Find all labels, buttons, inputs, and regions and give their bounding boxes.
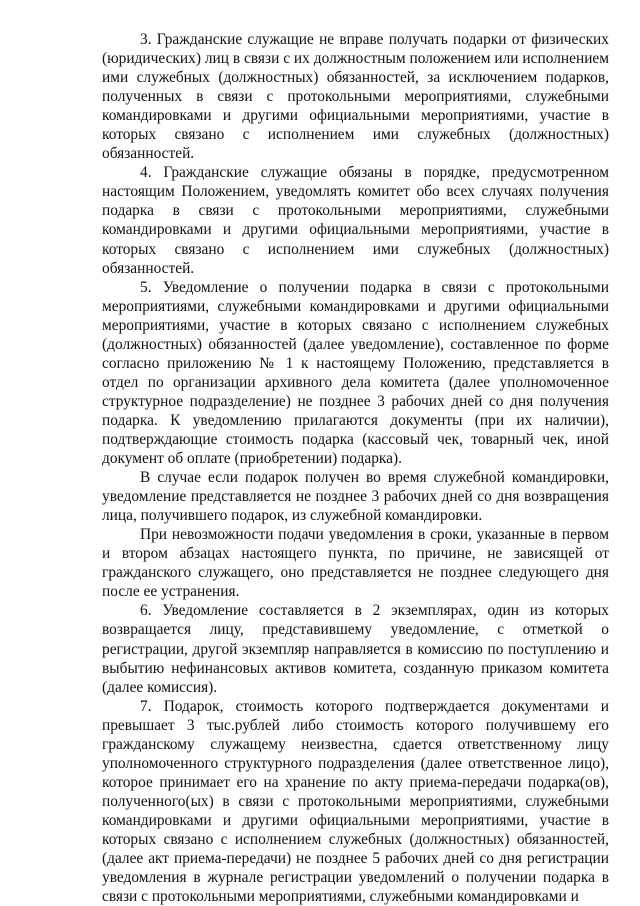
document-page [102, 30, 609, 906]
paragraph-item-5-business-trip: В случае если подарок получен во время служебной командировки, уведомление представляется не позднее 3 рабочих дней со дня возвращения лица, получившего подарок, из служебной командировки. [102, 469, 609, 525]
paragraph-item-3: 3. Гражданские служащие не вправе получать подарки от физических (юридических) лиц в связи с их должностным положением или исполнением ими служебных (должностных) обязанностей, за исключением подарков, полученных в связи с протокольными мероприятиями, служебными командировками и другими официальными мероприятиями, участие в которых связано с исполнением ими служебных (должностных) обязанностей. [102, 31, 609, 163]
paragraph-item-5: 5. Уведомление о получении подарка в связи с протокольными мероприятиями, служебными командировками и другими официальными мероприятиями, участие в которых связано с исполнением служебных (должностных) обязанностей (далее уведомление), составленное по форме согласно приложению № 1 к настоящему Положению, представляется в отдел по организации архивного дела комитета (далее уполномоченное структурное подразделение) не позднее 3 рабочих дней со дня получения подарка. К уведомлению прилагаются документы (при их наличии), подтверждающие стоимость подарка (кассовый чек, товарный чек, иной документ об оплате (приобретении) подарка). [102, 278, 609, 468]
paragraph-item-5-impossibility: При невозможности подачи уведомления в сроки, указанные в первом и втором абзацах настоящего пункта, по причине, не зависящей от гражданского служащего, оно представляется не позднее следующего дня после ее устранения. [102, 526, 609, 601]
paragraph-item-7: 7. Подарок, стоимость которого подтверждается документами и превышает 3 тыс.рублей либо стоимость которого получившему его гражданскому служащему неизвестна, сдается ответственному лицу уполномоченного структурного подразделения (далее ответственное лицо), которое принимает его на хранение по акту приема-передачи подарка(ов), полученного(ых) в связи с протокольными мероприятиями, служебными командировками и другими официальными мероприятиями, участие в которых связано с исполнением служебных (должностных) обязанностей, (далее акт приема-передачи) не позднее 5 рабочих дней со дня регистрации уведомления в журнале регистрации уведомлений о получении подарка в связи с протокольными мероприятиями, служебными командировками и [102, 697, 609, 906]
paragraph-item-6: 6. Уведомление составляется в 2 экземплярах, один из которых возвращается лицу, представившему уведомление, с отметкой о регистрации, другой экземпляр направляется в комиссию по поступлению и выбытию нефинансовых активов комитета, созданную приказом комитета (далее комиссия). [102, 602, 609, 696]
paragraph-item-4: 4. Гражданские служащие обязаны в порядке, предусмотренном настоящим Положением, уведомлять комитет обо всех случаях получения подарка в связи с протокольными мероприятиями, служебными командировками и другими официальными мероприятиями, участие в которых связано с исполнением ими служебных (должностных) обязанностей. [102, 164, 609, 277]
